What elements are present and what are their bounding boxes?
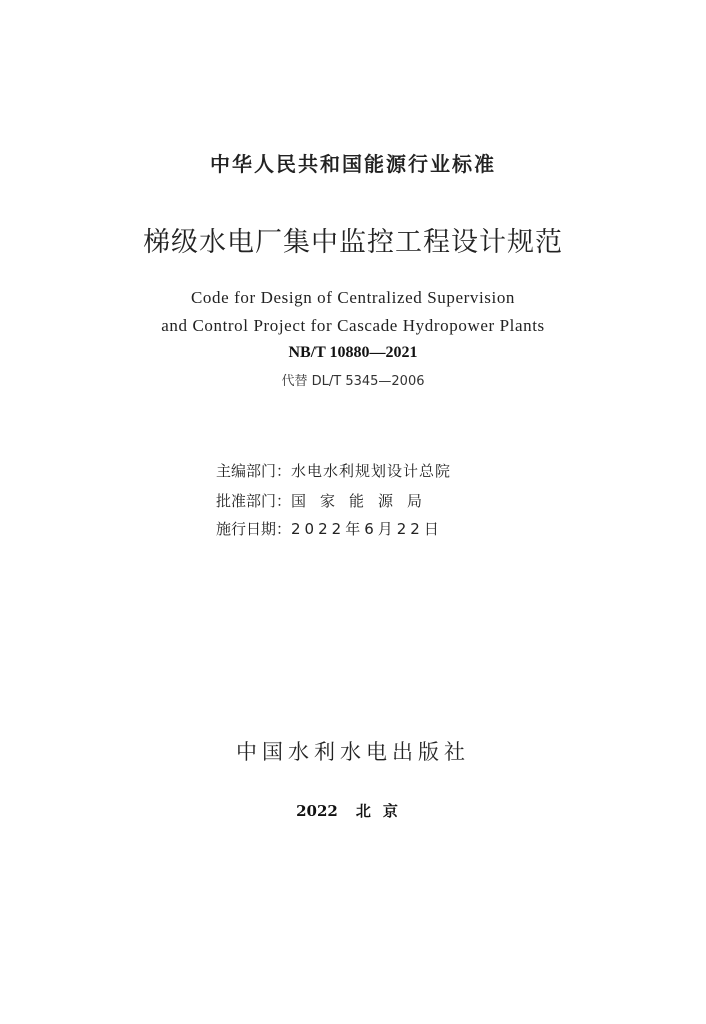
replaces-standard: 代替 DL/T 5345—2006 bbox=[281, 374, 425, 389]
publication-year: 2022 bbox=[296, 802, 338, 820]
editor-department-label: 主编部门： bbox=[216, 462, 292, 480]
effective-date-row bbox=[216, 518, 443, 539]
document-title-english-line1: Code for Design of Centralized Supervision bbox=[190, 288, 516, 307]
approver-department-label: 批准部门： bbox=[216, 492, 292, 510]
effective-date-value: 2022年6月22日 bbox=[291, 520, 443, 538]
document-title-english-line2: and Control Project for Cascade Hydropower Plants bbox=[161, 316, 545, 335]
standard-code: NB/T 10880—2021 bbox=[288, 344, 418, 361]
industry-standard-heading: 中华人民共和国能源行业标准 bbox=[210, 152, 496, 176]
effective-date-label: 施行日期： bbox=[216, 520, 292, 538]
document-title-chinese: 梯级水电厂集中监控工程设计规范 bbox=[143, 227, 563, 258]
publisher-name: 中国水利水电出版社 bbox=[236, 740, 470, 764]
publication-year-city bbox=[0, 800, 706, 821]
approver-department-value: 国家能源局 bbox=[291, 492, 437, 510]
approver-department-row bbox=[216, 490, 436, 511]
editor-department-value: 水电水利规划设计总院 bbox=[291, 462, 452, 480]
editor-department-row bbox=[216, 460, 451, 481]
publication-city: 北京 bbox=[355, 802, 410, 820]
